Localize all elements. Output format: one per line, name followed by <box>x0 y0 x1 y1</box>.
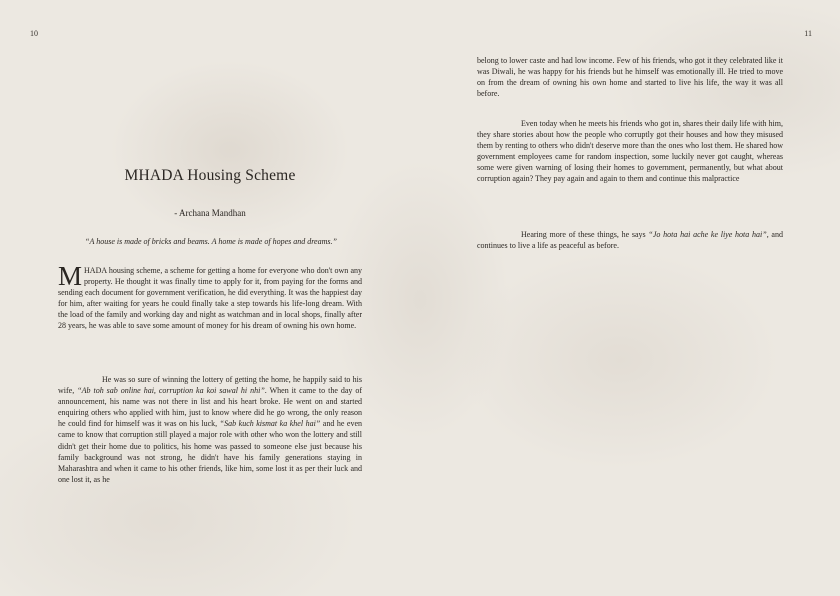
page-number-right: 11 <box>804 29 812 38</box>
paragraph-2-text-c: and he even came to know that corruption still played a major role with other who won the lottery and still didn't get their home due to politics, his home was passed to someone else just because his family background was not strong, he didn't have his family generations staying in Maharashtra and when it came to his other friends, like him, some lost it as per their luck and one lost it, as he <box>58 419 363 484</box>
paragraph-2-text-b: . When it came to the day of announcement, his name was not there in list and his heart broke. He went on and started enquiring others who applied with him, just to know where did he go wrong, the only reason he could find for himself was it was on his luck, <box>58 386 362 429</box>
paragraph-5-text-b: , and continues to live a life as peaceful as before. <box>477 230 783 251</box>
paragraph-3: belong to lower caste and had low income. Few of his friends, who got it they celebrated like it was Diwali, he was happy for his friends but he himself was emotionally ill. He tried to move on from the dream of owning his own home and started to live his life, the way it was all before. <box>477 56 783 99</box>
paragraph-1-text: HADA housing scheme, a scheme for getting a home for everyone who don't own any property. He thought it was finally time to apply for it, from paying for the forms and sending each document for government verification, he did everything. It was the happiest day for him, after waiting for years he could finally take a step towards his life-long dream. With the load of the family and working day and night as watchman and in local shops, finally after 28 years, he was able to save some amount of money for his dream of owning his own home. <box>58 266 362 331</box>
quote-kismat: “Sab kuch kismat ka khel hai” <box>219 419 321 429</box>
quote-online: “Ab toh sab online hai, corruption ka koi sawal hi nhi” <box>77 386 265 396</box>
epigraph-quote: “A house is made of bricks and beams. A home is made of hopes and dreams.” <box>85 237 337 246</box>
article-title: MHADA Housing Scheme <box>124 167 296 184</box>
paragraph-5 <box>477 229 783 251</box>
paragraph-2 <box>58 374 362 485</box>
paragraph-2-text-a: He was so sure of winning the lottery of getting the home, he happily said to his wife, <box>58 375 362 396</box>
drop-cap: M <box>58 261 83 291</box>
quote-ache: “Jo hota hai ache ke liye hota hai” <box>648 230 767 239</box>
page-number-left: 10 <box>30 29 38 38</box>
article-author: - Archana Mandhan <box>174 208 246 218</box>
paragraph-4: Even today when he meets his friends who got in, shares their daily life with him, they share stories about how the people who corruptly got their houses and how they misused them by renting to others who didn't deserve more than the ones who lost them. He shared how government employees came for random inspection, some luckily never got caught, whereas some were given warning of losing their homes to government, permanently, but what about corruption again? They pay again and again to them and continue this malpractice <box>477 119 783 184</box>
paragraph-1 <box>58 261 362 332</box>
paragraph-5-text-a: Hearing more of these things, he says <box>521 230 649 239</box>
